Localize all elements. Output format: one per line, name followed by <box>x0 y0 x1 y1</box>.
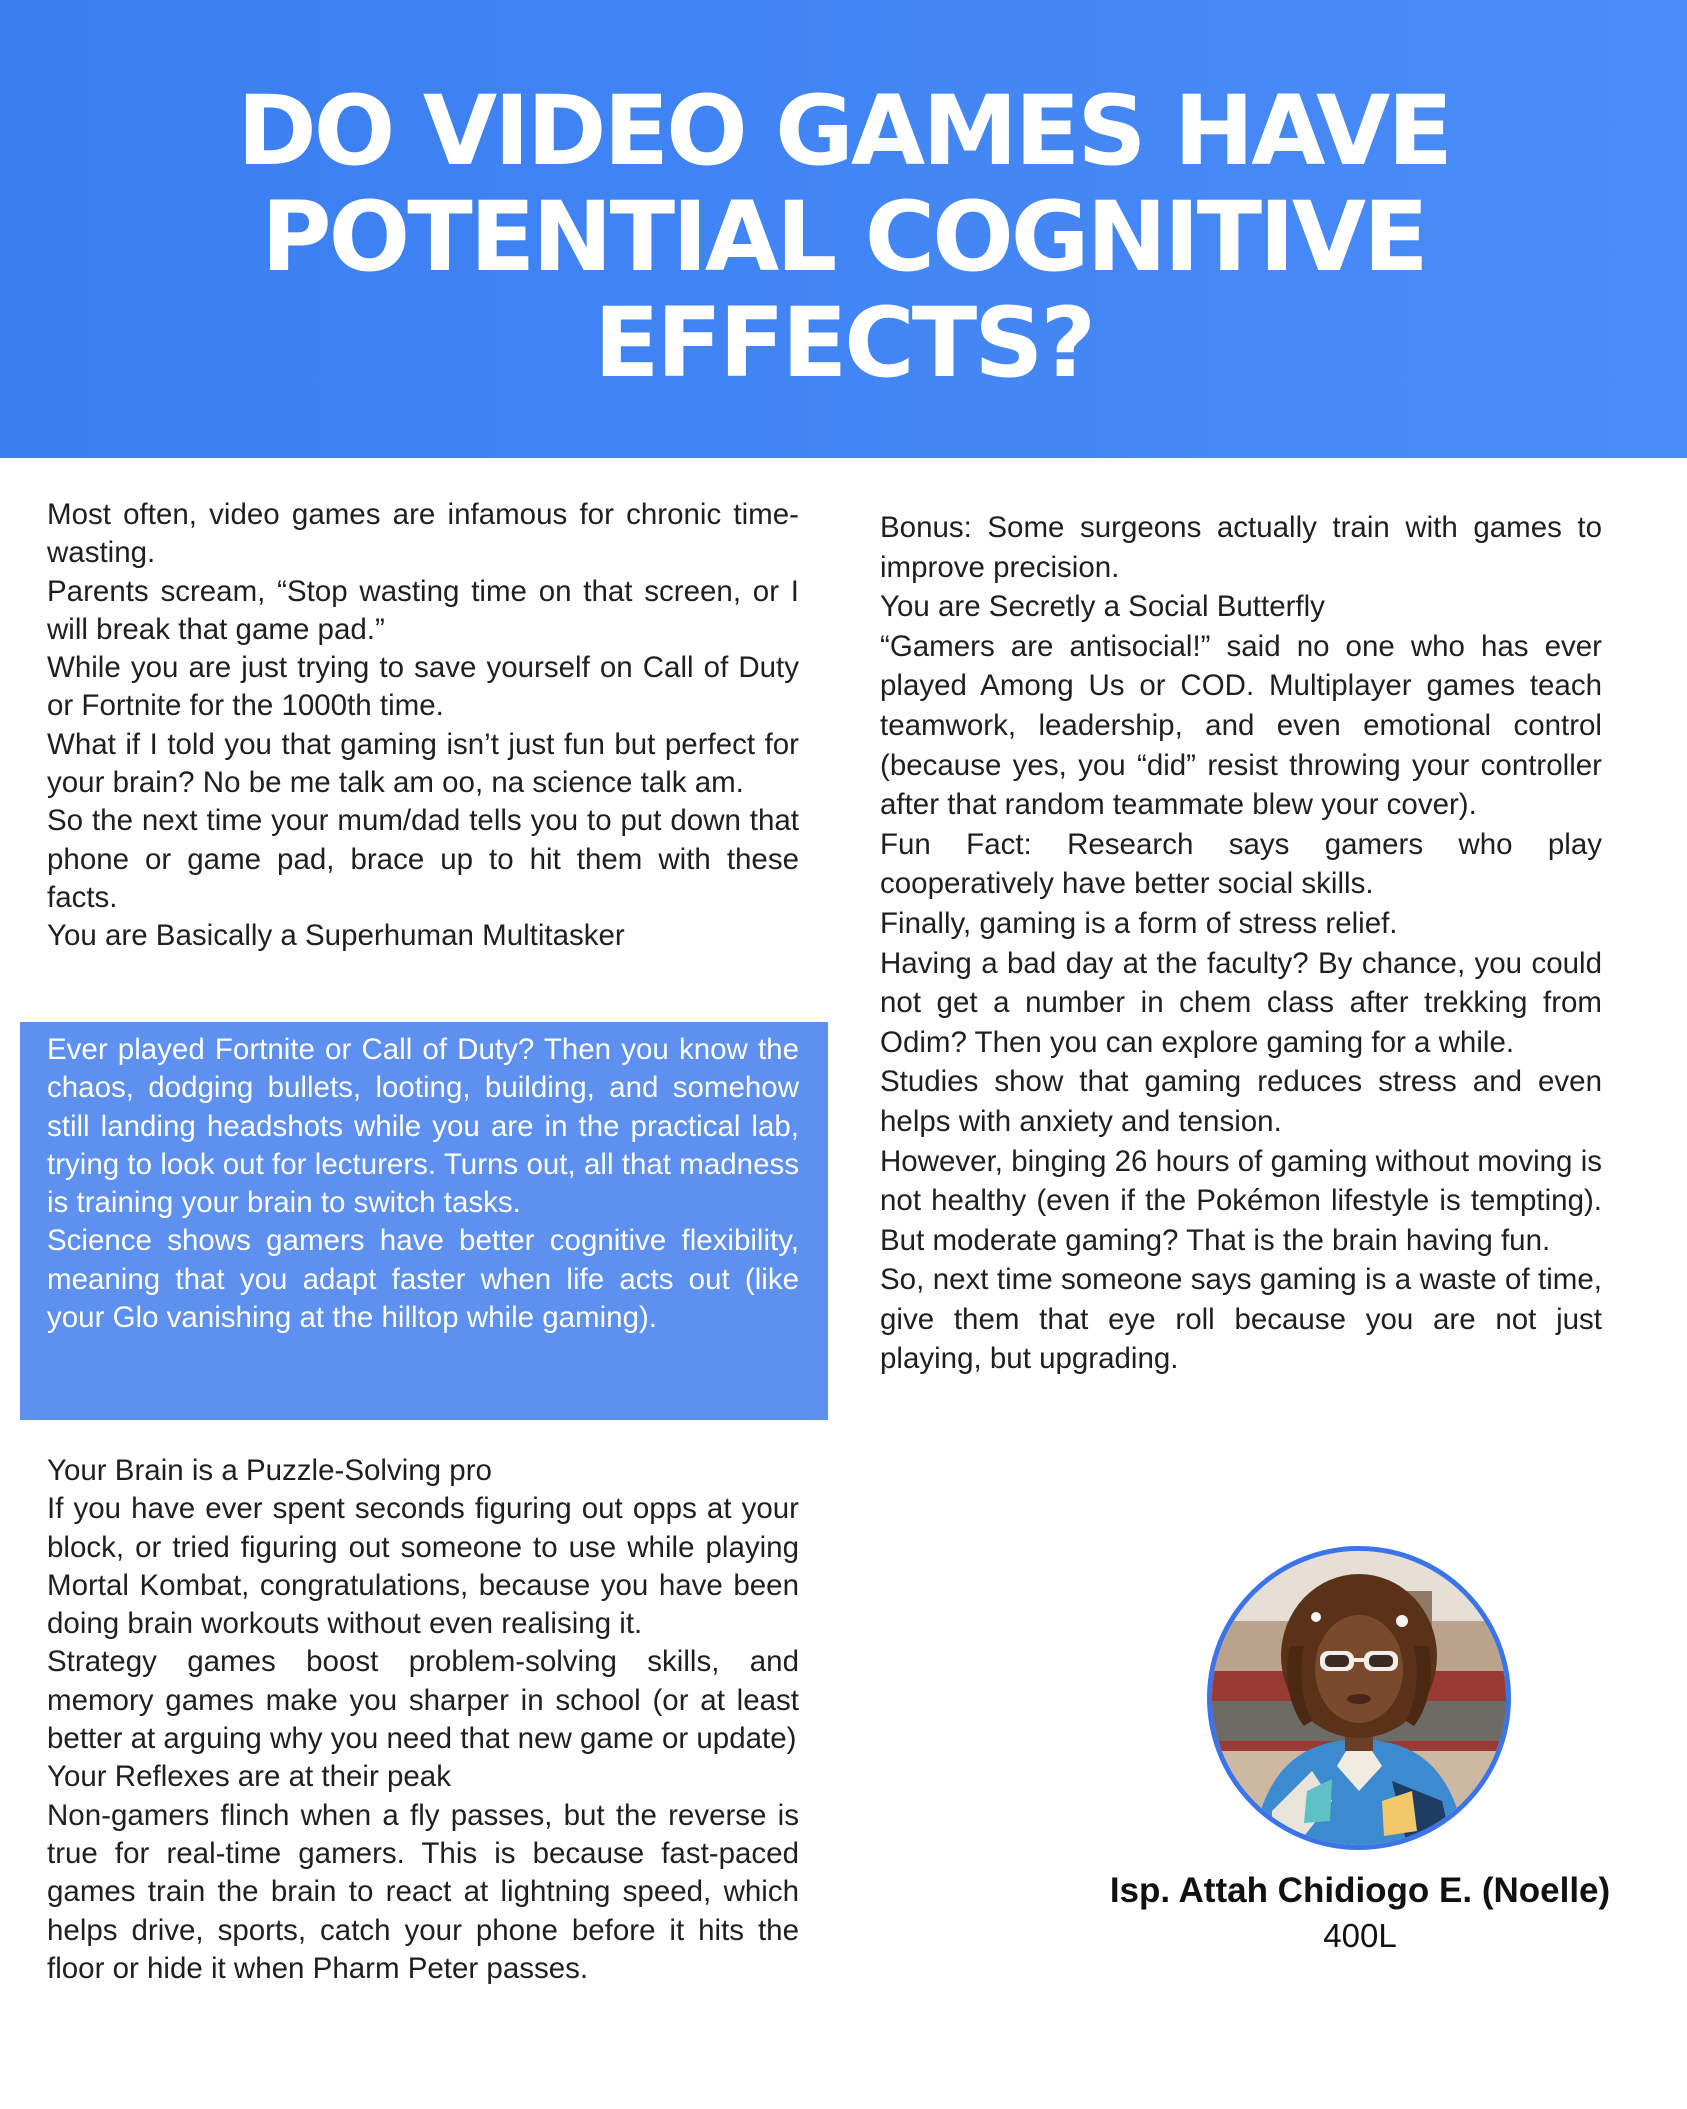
page-title: DO VIDEO GAMES HAVE POTENTIAL COGNITIVE EFFECTS? <box>237 75 1450 399</box>
author-photo <box>1207 1546 1511 1850</box>
paragraph: Non-gamers flinch when a fly passes, but the reverse is true for real-time gamers. This is because fast-paced games train the brain to react at lightning speed, which helps drive, sports, catch your phone before it hits the floor or hide it when Pharm Peter passes. <box>47 1798 799 1985</box>
section-heading: You are Basically a Superhuman Multitasker <box>47 919 625 953</box>
right-column-body <box>880 508 1602 1379</box>
paragraph: Strategy games boost problem-solving skills, and memory games make you sharper in school (or at least better at arguing why you need that new game or update) <box>47 1645 799 1756</box>
paragraph: While you are just trying to save yourself on Call of Duty or Fortnite for the 1000th time. <box>47 651 799 723</box>
paragraph: Science shows gamers have better cognitive flexibility, meaning that you adapt faster when life acts out (like your Glo vanishing at the hilltop while gaming). <box>47 1224 799 1335</box>
paragraph: Ever played Fortnite or Call of Duty? Then you know the chaos, dodging bullets, looting, building, and somehow still landing headshots while you are in the practical lab, trying to look out for lecturers. Turns out, all that madness is training your brain to switch tasks. <box>47 1033 799 1220</box>
paragraph: “Gamers are antisocial!” said no one who has ever played Among Us or COD. Multiplayer games teach teamwork, leadership, and even emotional control (because yes, you “did” resist throwing your controller after that random teammate blew your cover). <box>880 629 1602 822</box>
left-column-intro <box>47 496 799 956</box>
paragraph: So, next time someone says gaming is a waste of time, give them that eye roll because you are not just playing, but upgrading. <box>880 1263 1602 1376</box>
section-heading: You are Secretly a Social Butterfly <box>880 590 1325 624</box>
author-name: Isp. Attah Chidiogo E. (Noelle) <box>1109 1871 1611 1910</box>
paragraph: If you have ever spent seconds figuring out opps at your block, or tried figuring out someone to use while playing Mortal Kombat, congratulations, because you have been doing brain workouts without even realising it. <box>47 1492 799 1641</box>
left-column-body <box>47 1452 799 1988</box>
paragraph: Fun Fact: Research says gamers who play cooperatively have better social skills. <box>880 827 1602 901</box>
paragraph: Bonus: Some surgeons actually train with games to improve precision. <box>880 511 1602 584</box>
paragraph: Most often, video games are infamous for chronic time-wasting. <box>47 498 799 570</box>
callout-text <box>47 1031 799 1337</box>
paragraph: Finally, gaming is a form of stress relief. <box>880 906 1398 940</box>
paragraph: However, binging 26 hours of gaming without moving is not healthy (even if the Pokémon lifestyle is tempting). But moderate gaming? That is the brain having fun. <box>880 1144 1602 1257</box>
paragraph: What if I told you that gaming isn’t just fun but perfect for your brain? No be me talk am oo, na science talk am. <box>47 727 799 800</box>
author-portrait-illustration <box>1212 1551 1506 1845</box>
paragraph: Studies show that gaming reduces stress and even helps with anxiety and tension. <box>880 1065 1602 1138</box>
author-level: 400L <box>1323 1917 1397 1954</box>
section-heading: Your Reflexes are at their peak <box>47 1760 451 1794</box>
section-heading: Your Brain is a Puzzle-Solving pro <box>47 1454 492 1487</box>
paragraph: Having a bad day at the faculty? By chance, you could not get a number in chem class after trekking from Odim? Then you can explore gaming for a while. <box>880 946 1602 1059</box>
header-banner <box>0 0 1687 458</box>
paragraph: So the next time your mum/dad tells you to put down that phone or game pad, brace up to hit them with these facts. <box>47 804 799 914</box>
paragraph: Parents scream, “Stop wasting time on that screen, or I will break that game pad.” <box>47 574 799 646</box>
